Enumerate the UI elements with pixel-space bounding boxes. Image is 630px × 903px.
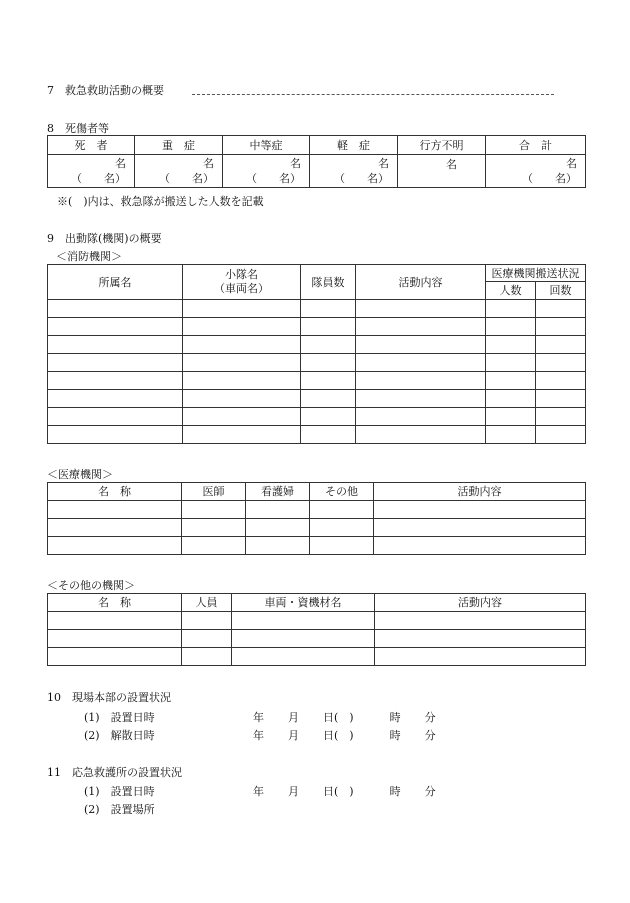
section-9-title: 9 出動隊(機関)の概要: [47, 232, 162, 245]
other-institutions-table: [47, 593, 586, 666]
count-serious[interactable]: 名 （ 名）: [135, 155, 223, 188]
table-row: [48, 612, 586, 630]
header-total: 合 計: [486, 136, 586, 155]
s10-item-2: (2) 解散日時: [84, 729, 155, 742]
table-row: [48, 318, 586, 336]
header-vehicle-equipment: 車両・資機材名: [232, 594, 375, 612]
header-moderate: 中等症: [223, 136, 310, 155]
header-other-activity: 活動内容: [375, 594, 586, 612]
header-dead: 死 者: [48, 136, 135, 155]
header-medical-activity: 活動内容: [374, 483, 586, 501]
count-moderate[interactable]: 名 （ 名）: [223, 155, 310, 188]
casualty-note: ※( )内は、救急隊が搬送した人数を記載: [57, 195, 264, 208]
medical-label: ＜医療機関＞: [47, 468, 113, 481]
table-row: [48, 408, 586, 426]
section-7-title: 7 救急救助活動の概要: [47, 84, 164, 97]
s10-item-1: (1) 設置日時: [84, 711, 155, 724]
table-row: [48, 648, 586, 666]
header-personnel: 人員: [182, 594, 232, 612]
header-members: 隊員数: [301, 265, 356, 300]
header-affiliation: 所属名: [48, 265, 183, 300]
header-nurse: 看護婦: [246, 483, 310, 501]
header-persons: 人数: [486, 282, 536, 300]
header-activity: 活動内容: [356, 265, 486, 300]
header-other-name: 名 称: [48, 594, 182, 612]
section-7-dashed-line: [192, 94, 554, 95]
header-doctor: 医師: [182, 483, 246, 501]
fire-dept-table: [47, 264, 586, 444]
s10-item-1-datetime[interactable]: 年 月 日( ) 時 分: [253, 711, 436, 724]
header-times: 回数: [536, 282, 586, 300]
casualty-table: [47, 135, 586, 188]
count-minor[interactable]: 名 （ 名）: [310, 155, 398, 188]
header-other-staff: その他: [310, 483, 374, 501]
count-missing[interactable]: 名: [398, 155, 486, 188]
s10-item-2-datetime[interactable]: 年 月 日( ) 時 分: [253, 729, 436, 742]
header-medical-name: 名 称: [48, 483, 182, 501]
header-missing: 行方不明: [398, 136, 486, 155]
table-row: [48, 519, 586, 537]
table-row: [48, 354, 586, 372]
section-10-title: 10 現場本部の設置状況: [47, 691, 171, 704]
section-8-title: 8 死傷者等: [47, 122, 109, 135]
table-row: [48, 630, 586, 648]
s11-item-1: (1) 設置日時: [84, 785, 155, 798]
header-serious: 重 症: [135, 136, 223, 155]
other-institutions-label: ＜その他の機関＞: [47, 579, 135, 592]
table-row: [48, 426, 586, 444]
s11-item-1-datetime[interactable]: 年 月 日( ) 時 分: [253, 785, 436, 798]
table-row: [48, 300, 586, 318]
header-minor: 軽 症: [310, 136, 398, 155]
table-row: [48, 537, 586, 555]
table-row: [48, 372, 586, 390]
table-row: [48, 501, 586, 519]
table-row: [48, 336, 586, 354]
s11-item-2: (2) 設置場所: [84, 803, 155, 816]
count-dead[interactable]: 名 （ 名）: [48, 155, 135, 188]
fire-dept-label: ＜消防機関＞: [56, 250, 122, 263]
header-unit-name: 小隊名 （車両名）: [183, 265, 301, 300]
medical-table: [47, 482, 586, 555]
header-transport-status: 医療機関搬送状況: [486, 265, 586, 282]
section-11-title: 11 応急救護所の設置状況: [47, 766, 182, 779]
table-row: [48, 390, 586, 408]
count-total[interactable]: 名 （ 名）: [486, 155, 586, 188]
